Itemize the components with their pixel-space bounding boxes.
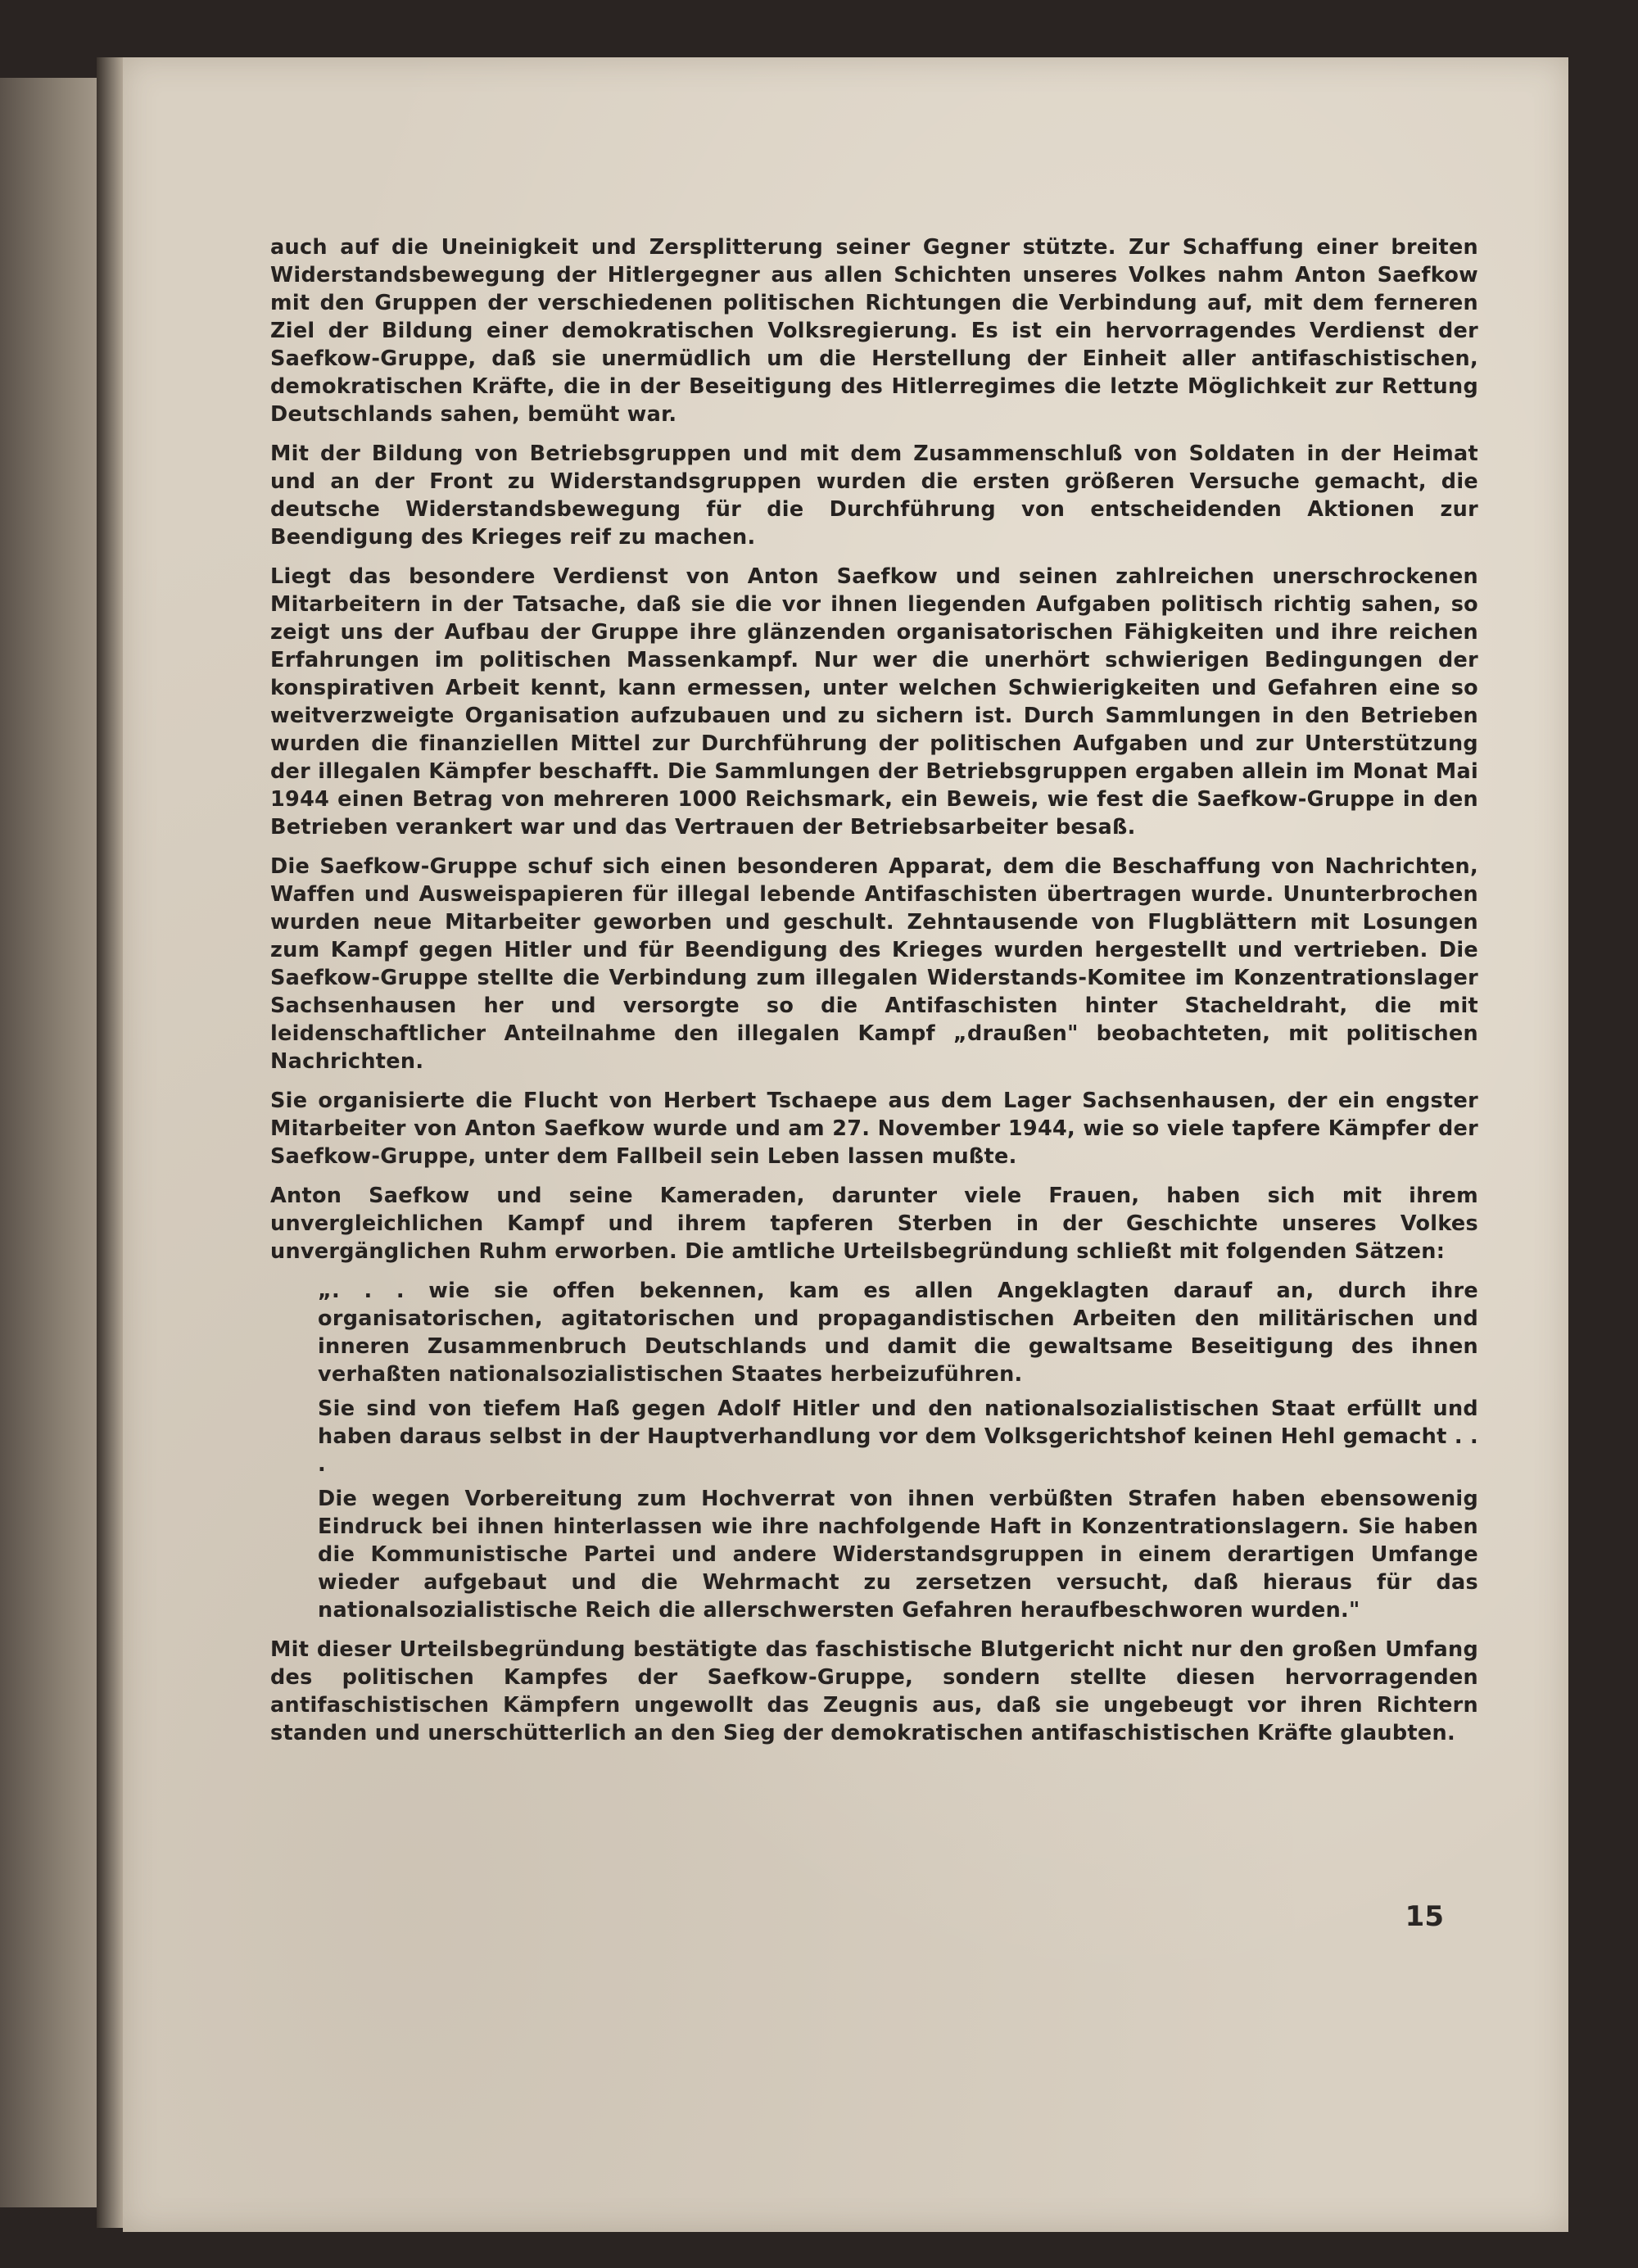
paragraph-4: Die Saefkow-Gruppe schuf sich einen besonderen Apparat, dem die Beschaffung von Nachrichten, Waffen und Ausweispapieren für illegal lebende Antifaschisten übertragen wurde. Ununterbrochen wurden neue Mitarbeiter geworben und geschult. Zehntausende von Flugblättern mit Losungen zum Kampf gegen Hitler und für Beendigung des Krieges wurden hergestellt und vertrieben. Die Saefkow-Gruppe stellte die Verbindung zum illegalen Widerstands-Komitee im Konzentrationslager Sachsenhausen her und versorgte so die Antifaschisten hinter Stacheldraht, die mit leidenschaftlicher Anteilnahme den illegalen Kampf „draußen" beobachteten, mit politischen Nachrichten. (270, 854, 1478, 1074)
page-number: 15 (1405, 1900, 1444, 1933)
closing-paragraph: Mit dieser Urteilsbegründung bestätigte das faschistische Blutgericht nicht nur den großen Umfang des politischen Kampfes der Saefkow-Gruppe, sondern stellte diesen hervorragenden antifaschistischen Kämpfern ungewollt das Zeugnis aus, daß sie ungebeugt vor ihren Richtern standen und unerschütterlich an den Sieg der demokratischen antifaschistischen Kräfte glaubten. (270, 1637, 1478, 1745)
book-gutter (97, 57, 124, 2228)
verdict-quote (318, 1277, 1478, 1624)
body-text (270, 233, 1478, 1759)
facing-page-edge (0, 78, 106, 2207)
quote-paragraph-3: Die wegen Vorbereitung zum Hochverrat von ihnen verbüßten Strafen haben ebensowenig Eindruck bei ihnen hinterlassen wie ihre nachfolgende Haft in Konzentrationslagern. Sie haben die Kommunistische Partei und andere Widerstandsgruppen in einem derartigen Umfange wieder aufgebaut und die Wehrmacht zu zersetzen versucht, daß hieraus für das nationalsozialistische Reich die allerschwersten Gefahren heraufbeschworen wurden." (318, 1487, 1478, 1623)
quote-paragraph-1: „. . . wie sie offen bekennen, kam es allen Angeklagten darauf an, durch ihre organisatorischen, agitatorischen und propagandistischen Arbeiten den militärischen und inneren Zusammenbruch Deutschlands und damit die gewaltsame Beseitigung des ihnen verhaßten nationalsozialistischen Staates herbeizuführen. (318, 1279, 1478, 1387)
paragraph-6: Anton Saefkow und seine Kameraden, darunter viele Frauen, haben sich mit ihrem unvergleichlichen Kampf und ihrem tapferen Sterben in der Geschichte unseres Volkes unvergänglichen Ruhm erworben. Die amtliche Urteilsbegründung schließt mit folgenden Sätzen: (270, 1184, 1478, 1264)
paragraph-5: Sie organisierte die Flucht von Herbert Tschaepe aus dem Lager Sachsenhausen, der ein engster Mitarbeiter von Anton Saefkow wurde und am 27. November 1944, wie so viele tapfere Kämpfer der Saefkow-Gruppe, unter dem Fallbeil sein Leben lassen mußte. (270, 1089, 1478, 1169)
paragraph-2: Mit der Bildung von Betriebsgruppen und mit dem Zusammenschluß von Soldaten in der Heimat und an der Front zu Widerstandsgruppen wurden die ersten größeren Versuche gemacht, die deutsche Widerstandsbewegung für die Durchführung von entscheidenden Aktionen zur Beendigung des Krieges reif zu machen. (270, 441, 1478, 550)
book-page (123, 57, 1568, 2232)
paragraph-1: auch auf die Uneinigkeit und Zersplitterung seiner Gegner stützte. Zur Schaffung einer breiten Widerstandsbewegung der Hitlergegner aus allen Schichten unseres Volkes nahm Anton Saefkow mit den Gruppen der verschiedenen politischen Richtungen die Verbindung auf, mit dem ferneren Ziel der Bildung einer demokratischen Volksregierung. Es ist ein hervorragendes Verdienst der Saefkow-Gruppe, daß sie unermüdlich um die Herstellung der Einheit aller antifaschistischen, demokratischen Kräfte, die in der Beseitigung des Hitlerregimes die letzte Möglichkeit zur Rettung Deutschlands sahen, bemüht war. (270, 235, 1478, 427)
quote-paragraph-2: Sie sind von tiefem Haß gegen Adolf Hitler und den nationalsozialistischen Staat erfüllt und haben daraus selbst in der Hauptverhandlung vor dem Volksgerichtshof keinen Hehl gemacht . . . (318, 1397, 1478, 1477)
paragraph-3: Liegt das besondere Verdienst von Anton Saefkow und seinen zahlreichen unerschrockenen Mitarbeitern in der Tatsache, daß sie die vor ihnen liegenden Aufgaben politisch richtig sahen, so zeigt uns der Aufbau der Gruppe ihre glänzenden organisatorischen Fähigkeiten und ihre reichen Erfahrungen im politischen Massenkampf. Nur wer die unerhört schwierigen Bedingungen der konspirativen Arbeit kennt, kann ermessen, unter welchen Schwierigkeiten und Gefahren eine so weitverzweigte Organisation aufzubauen und zu sichern ist. Durch Sammlungen in den Betrieben wurden die finanziellen Mittel zur Durchführung der politischen Aufgaben und zur Unterstützung der illegalen Kämpfer beschafft. Die Sammlungen der Betriebsgruppen ergaben allein im Monat Mai 1944 einen Betrag von mehreren 1000 Reichsmark, ein Beweis, wie fest die Saefkow-Gruppe in den Betrieben verankert war und das Vertrauen der Betriebsarbeiter besaß. (270, 564, 1478, 840)
